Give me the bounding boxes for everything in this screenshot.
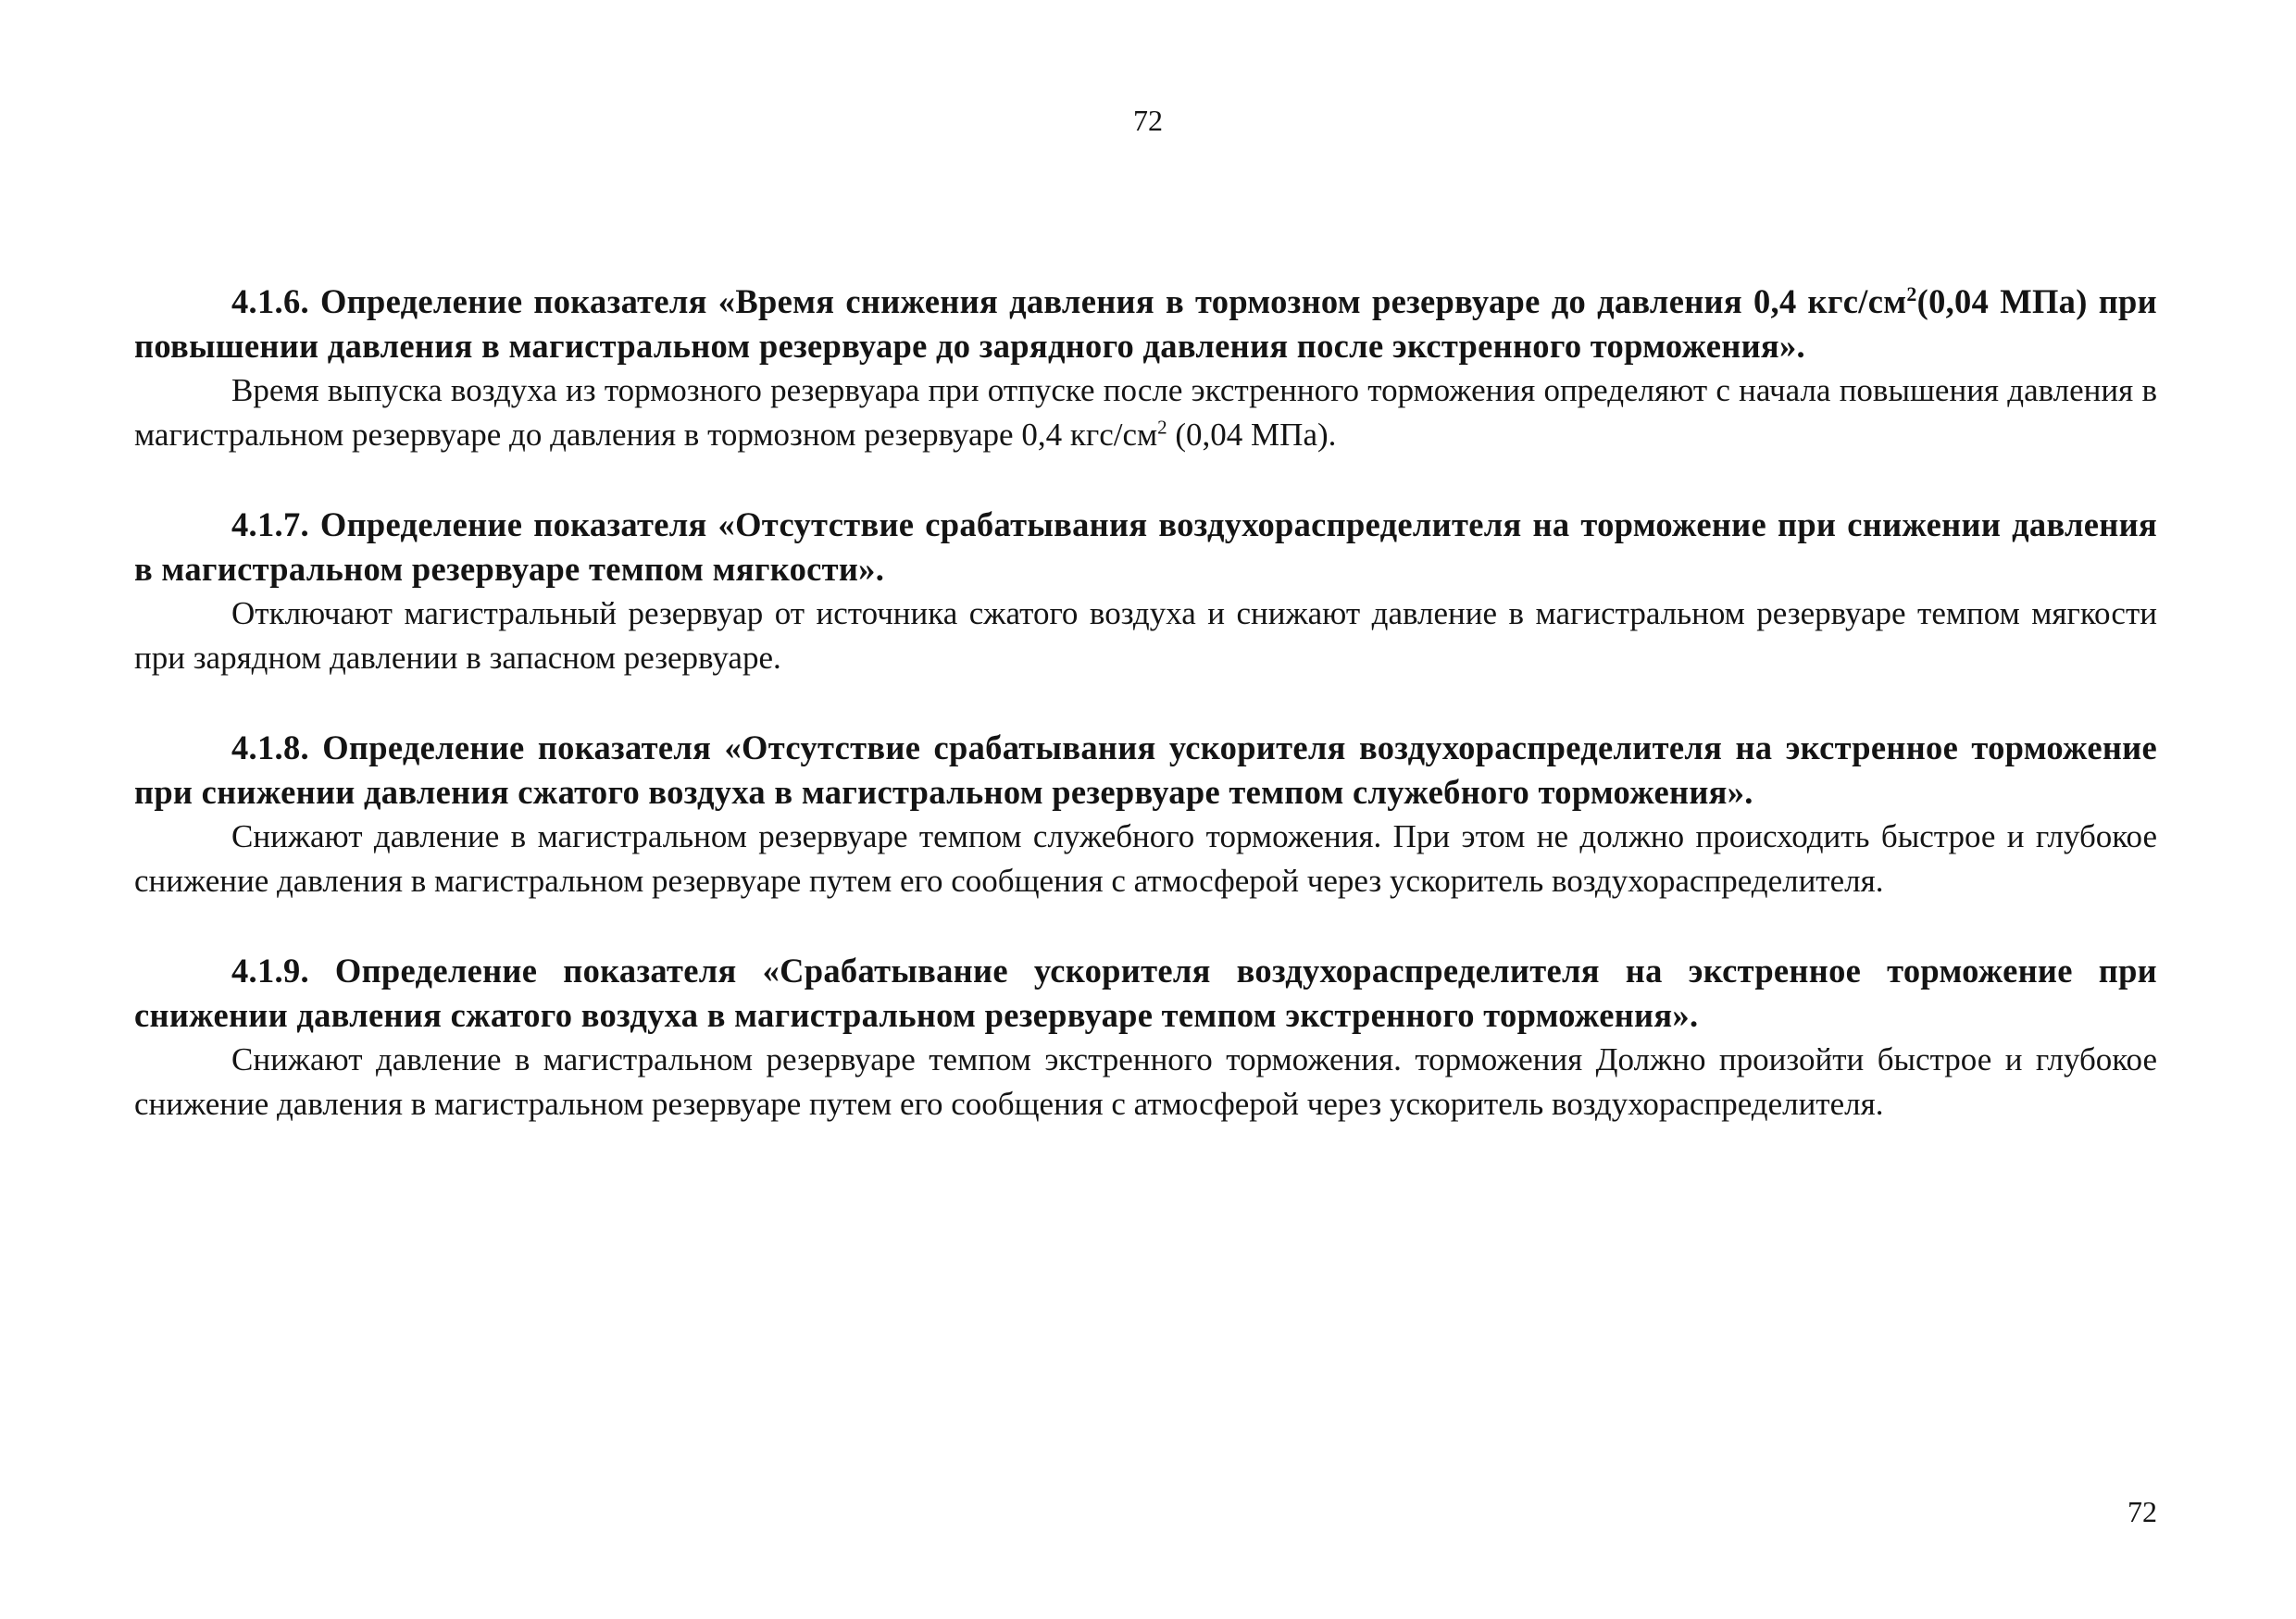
document-body bbox=[134, 280, 2157, 1172]
section-body: Снижают давление в магистральном резервуаре темпом экстренного торможения. торможения Должно произойти быстрое и глубокое снижение давления в магистральном резервуаре путем его сообщения с атмосферой через ускоритель воздухораспределителя. bbox=[134, 1041, 2157, 1122]
heading-text: 4.1.6. Определение показателя «Время снижения давления в тормозном резервуаре до давления 0,4 кгс/см bbox=[231, 282, 1907, 320]
page-number-top: 72 bbox=[1133, 104, 1163, 137]
section-body: Снижают давление в магистральном резервуаре темпом служебного торможения. При этом не должно происходить быстрое и глубокое снижение давления в магистральном резервуаре путем его сообщения с атмосферой через ускоритель воздухораспределителя. bbox=[134, 818, 2157, 899]
superscript: 2 bbox=[1906, 281, 1917, 305]
section-heading: 4.1.8. Определение показателя «Отсутствие срабатывания ускорителя воздухораспределителя на экстренное торможение при снижении давления сжатого воздуха в магистральном резервуаре темпом служебного торможения». bbox=[134, 729, 2157, 811]
section-heading: 4.1.7. Определение показателя «Отсутствие срабатывания воздухораспределителя на торможение при снижении давления в магистральном резервуаре темпом мягкости». bbox=[134, 505, 2157, 588]
section-4-1-8 bbox=[134, 726, 2157, 903]
body-text: (0,04 МПа). bbox=[1167, 417, 1337, 453]
section-4-1-7 bbox=[134, 503, 2157, 680]
section-heading: 4.1.9. Определение показателя «Срабатывание ускорителя воздухораспределителя на экстренное торможение при снижении давления сжатого воздуха в магистральном резервуаре темпом экстренного торможения». bbox=[134, 952, 2157, 1034]
section-body: Отключают магистральный резервуар от источника сжатого воздуха и снижают давление в магистральном резервуаре темпом мягкости при зарядном давлении в запасном резервуаре. bbox=[134, 595, 2157, 676]
section-4-1-6 bbox=[134, 280, 2157, 457]
section-heading bbox=[134, 280, 2157, 368]
superscript: 2 bbox=[1157, 416, 1167, 439]
section-4-1-9 bbox=[134, 949, 2157, 1127]
body-text: Время выпуска воздуха из тормозного резервуара при отпуске после экстренного торможения определяют с начала повышения давления в магистральном резервуаре до давления в тормозном резервуаре 0,4 кгс/см bbox=[134, 372, 2157, 453]
section-body bbox=[134, 368, 2157, 457]
page-number-bottom: 72 bbox=[2128, 1495, 2157, 1528]
heading-text: (0,04 МПа) при повышении давления в магистральном резервуаре до зарядного давления после экстренного торможения». bbox=[134, 282, 2157, 365]
